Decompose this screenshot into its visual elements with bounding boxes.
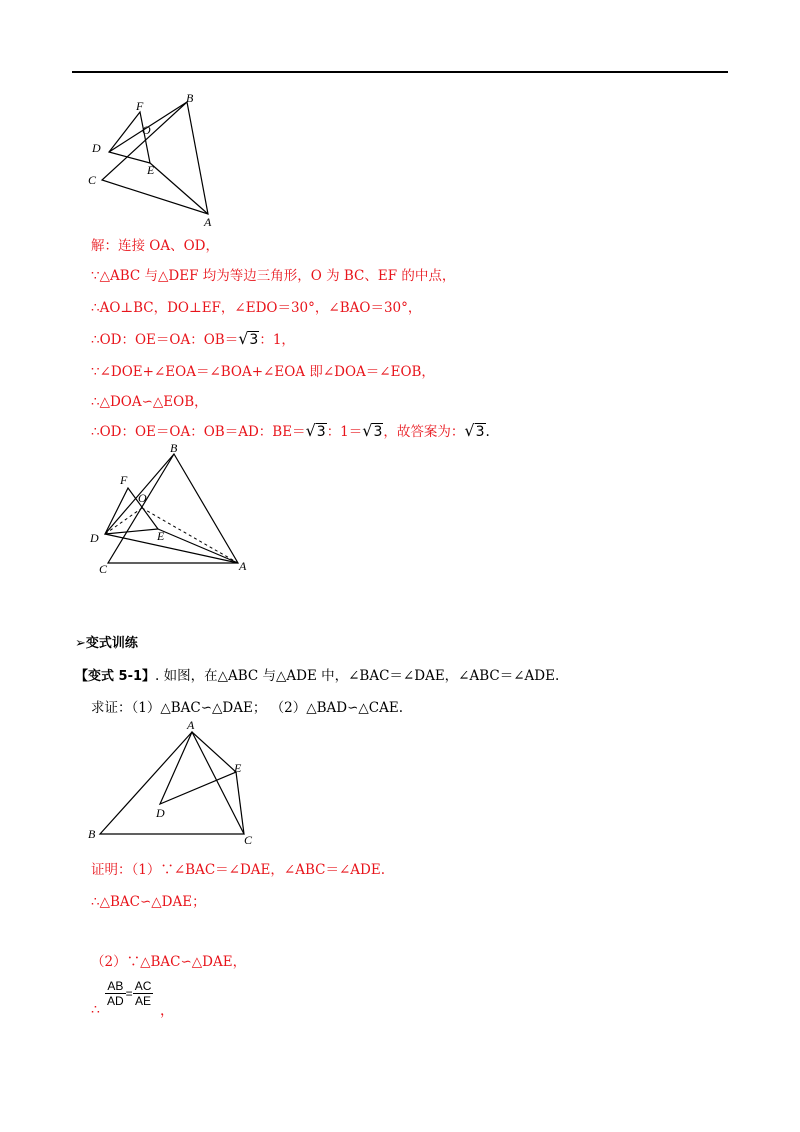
label-d: D	[92, 141, 101, 155]
label-e: E	[234, 761, 242, 775]
segment-ea	[158, 529, 238, 563]
proof-line-1: 证明：（1）∵∠BAC＝∠DAE，∠ABC＝∠ADE.	[91, 862, 385, 878]
triangle-abc	[100, 732, 244, 834]
solution-line-6: ∴△DOA∽△EOB，	[91, 394, 208, 410]
label-a: A	[187, 718, 195, 732]
triangle-def	[105, 488, 158, 534]
fraction-ab-ad: $\frac{AB}{AD}$	[107, 979, 124, 1008]
sqrt-3: √3	[362, 421, 383, 440]
problem-prove: 求证：（1）△BAC∽△DAE； （2）△BAD∽△CAE.	[91, 700, 404, 716]
solution-line-1: 解：连接 OA、OD，	[91, 238, 219, 254]
sqrt-3: √3	[464, 421, 485, 440]
solution-line-2: ∵△ABC 与△DEF 均为等边三角形，O 为 BC、EF 的中点，	[91, 268, 456, 284]
proof-line-2: ∴△BAC∽△DAE；	[91, 894, 206, 910]
label-c: C	[244, 833, 253, 846]
label-d: D	[90, 531, 99, 545]
solution-block	[91, 234, 731, 444]
label-b: B	[88, 827, 96, 841]
label-e: E	[147, 163, 155, 177]
section-title: ➢变式训练	[75, 636, 138, 651]
label-a: A	[239, 559, 247, 573]
figure-3	[84, 716, 264, 846]
solution-line-3: ∴AO⊥BC，DO⊥EF，∠EDO＝30°，∠BAO＝30°，	[91, 300, 422, 316]
fraction-ac-ae: $\frac{AC}{AE}$	[134, 979, 152, 1008]
label-c: C	[88, 173, 97, 187]
label-o: O	[142, 123, 151, 137]
solution-line-7: ∴OD：OE＝OA：OB＝AD：BE＝√3：1＝√3，故答案为：√3.	[91, 421, 490, 440]
figure-2	[84, 436, 259, 581]
label-o: O	[138, 491, 147, 505]
label-f: F	[120, 473, 128, 487]
figure-1	[84, 90, 224, 230]
problem-statement	[75, 664, 559, 684]
solution-line-4: ∴OD：OE＝OA：OB＝√3：1，	[91, 329, 295, 348]
section-marker-icon: ➢	[75, 636, 86, 651]
header-rule	[72, 71, 728, 73]
proof-block	[91, 858, 731, 1028]
label-b: B	[170, 441, 178, 455]
proof-comma: ，	[160, 1003, 174, 1019]
problem-text: . 如图，在△ABC 与△ADE 中，∠BAC＝∠DAE，∠ABC＝∠ADE.	[155, 668, 560, 684]
proof-fraction-line: $\frac{AB}{AD}$ = $\frac{AC}{AE}$	[107, 979, 152, 1008]
sqrt-3: √3	[238, 329, 259, 348]
therefore-symbol: ∴	[91, 1002, 100, 1018]
label-c: C	[99, 562, 108, 576]
problem-tag: 【变式 5-1】	[75, 669, 156, 684]
solution-line-5: ∵∠DOE+∠EOA＝∠BOA+∠EOA 即∠DOA＝∠EOB，	[91, 364, 435, 380]
sqrt-3: √3	[305, 421, 326, 440]
segment-ec	[236, 772, 244, 834]
segment-da	[105, 534, 238, 563]
label-f: F	[136, 99, 144, 113]
proof-line-3: （2）∵△BAC∽△DAE，	[91, 954, 247, 970]
label-a: A	[204, 215, 212, 229]
triangle-abc	[102, 102, 208, 214]
label-b: B	[186, 91, 194, 105]
label-e: E	[157, 529, 165, 543]
label-d: D	[156, 806, 165, 820]
